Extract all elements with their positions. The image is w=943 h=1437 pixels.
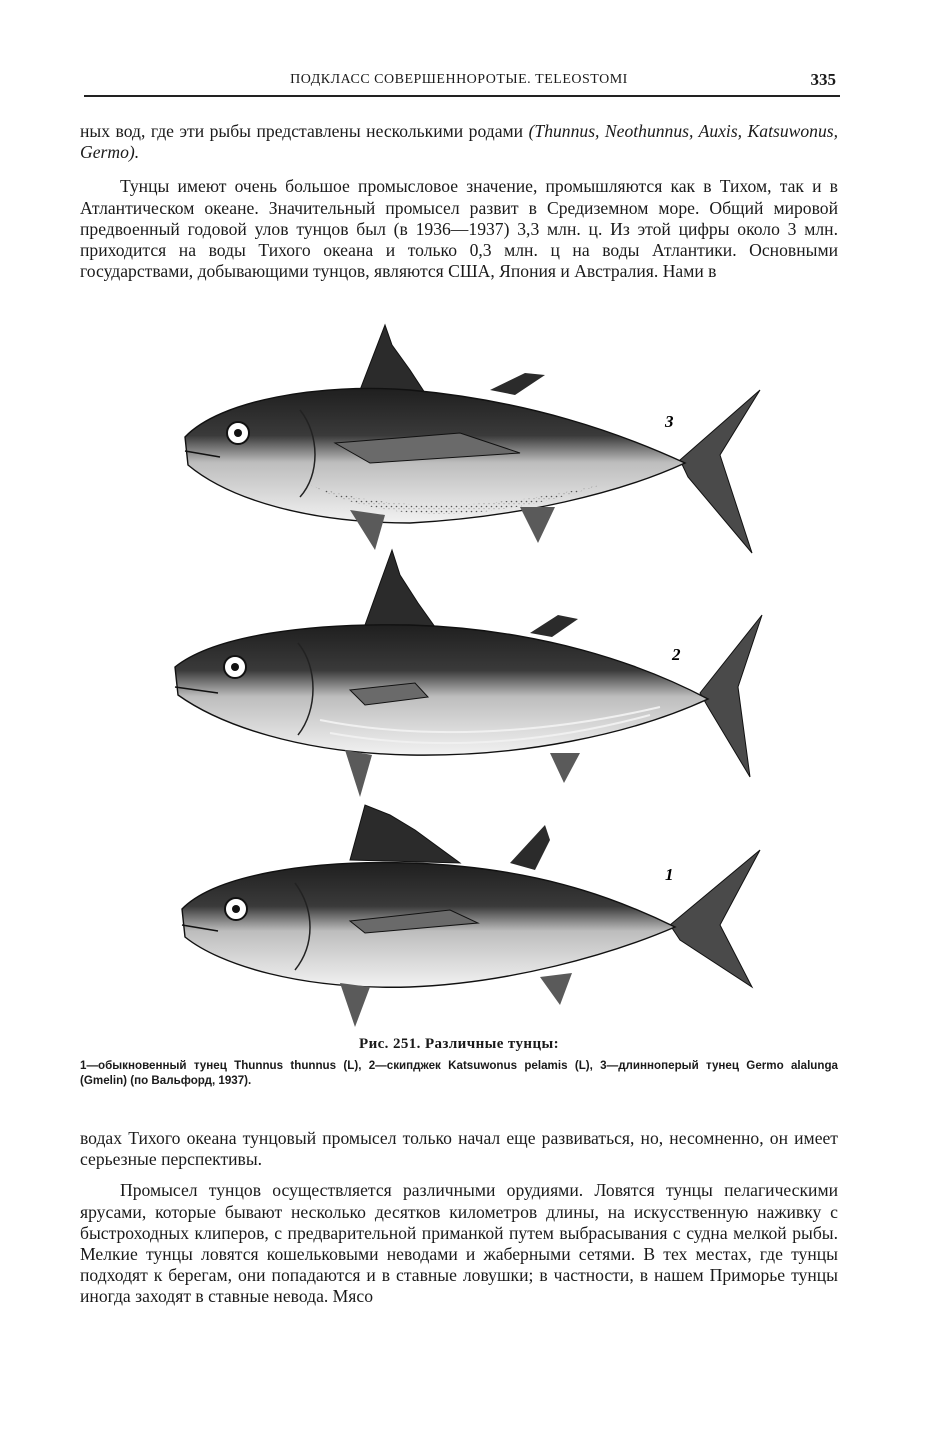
- page-number: 335: [810, 70, 836, 89]
- tuna-illustration: [160, 315, 780, 1035]
- pelvic-fin: [340, 983, 370, 1027]
- body-text: [80, 1128, 838, 1308]
- running-head: ПОДКЛАСС СОВЕРШЕННОРОТЫЕ. TELEOSTOMI: [290, 72, 628, 87]
- tuna-importance-paragraph: Тунцы имеют очень большое промысловое значение, промышляются как в Тихом, так и в Атлантическом океане. Значительный промысел развит в Средиземном море. Общий мировой предвоенный годовой улов тунцов был (в 1936—1937) 3,3 млн. ц. Из этой цифры около 3 млн. приходится на воды Тихого океана и только 0,3 млн. ц на воды Атлантики. Основными государствами, добывающими тунцов, являются США, Япония и Австралия. Нами в: [80, 176, 838, 282]
- caudal-fin: [700, 615, 762, 777]
- fish-label-1: 1: [665, 865, 674, 884]
- continuation-text: ных вод, где эти рыбы представлены несколькими родами: [80, 121, 524, 141]
- anal-fin: [540, 973, 572, 1005]
- figure-caption-body: 1—обыкновенный тунец Thunnus thunnus (L), 2—скипджек Katsuwonus pelamis (L), 3—длинноперый тунец Germo alalunga (Gmelin) (по Вальфорд, 1937).: [80, 1059, 838, 1087]
- second-dorsal-fin: [530, 615, 578, 637]
- anal-fin: [550, 753, 580, 783]
- fish-katsuwonus-pelamis: [175, 550, 762, 797]
- pelvic-fin: [345, 750, 372, 797]
- figure-caption-title: Рис. 251. Различные тунцы:: [359, 1036, 559, 1052]
- anal-fin: [520, 507, 555, 543]
- second-dorsal-fin: [510, 825, 550, 870]
- fish-germo-alalunga: [185, 325, 760, 553]
- fish-body: [175, 625, 708, 755]
- caudal-fin: [670, 850, 760, 987]
- caudal-fin: [680, 390, 760, 553]
- intro-text: [80, 121, 838, 282]
- first-dorsal-fin: [360, 325, 425, 393]
- genera-list: (Thunnus, Neothunnus, Auxis, Katsuwonus, Germo).: [80, 121, 838, 163]
- first-dorsal-fin: [365, 550, 435, 627]
- fish-thunnus-thunnus: [182, 805, 760, 1027]
- tuna-figure: [160, 315, 780, 1035]
- first-dorsal-fin: [350, 805, 460, 863]
- fishing-methods-paragraph: Промысел тунцов осуществляется различными орудиями. Ловятся тунцы пелагическими ярусами, которые бывают несколько десятков километров длины, на искусственную наживку с быстроходных клиперов, с предварительной приманкой путем выбрасывания с судна мелкой рыбы. Мелкие тунцы ловятся кошельковыми неводами и жаберными сетями. В тех местах, где тунцы подходят к берегам, они попадаются и в ставные ловушки; в частности, в нашем Приморье тунцы иногда заходят в ставные невода. Мясо: [80, 1180, 838, 1307]
- fish-label-2: 2: [672, 645, 681, 664]
- pacific-fishery-paragraph: водах Тихого океана тунцовый промысел только начал еще развиваться, но, несомненно, он имеет серьезные перспективы.: [80, 1128, 838, 1170]
- page-header: [80, 66, 838, 92]
- header-rule: [84, 95, 840, 97]
- second-dorsal-fin: [490, 373, 545, 395]
- continuation-paragraph: [80, 121, 838, 163]
- pelvic-fin: [350, 510, 385, 550]
- fish-label-3: 3: [665, 412, 674, 431]
